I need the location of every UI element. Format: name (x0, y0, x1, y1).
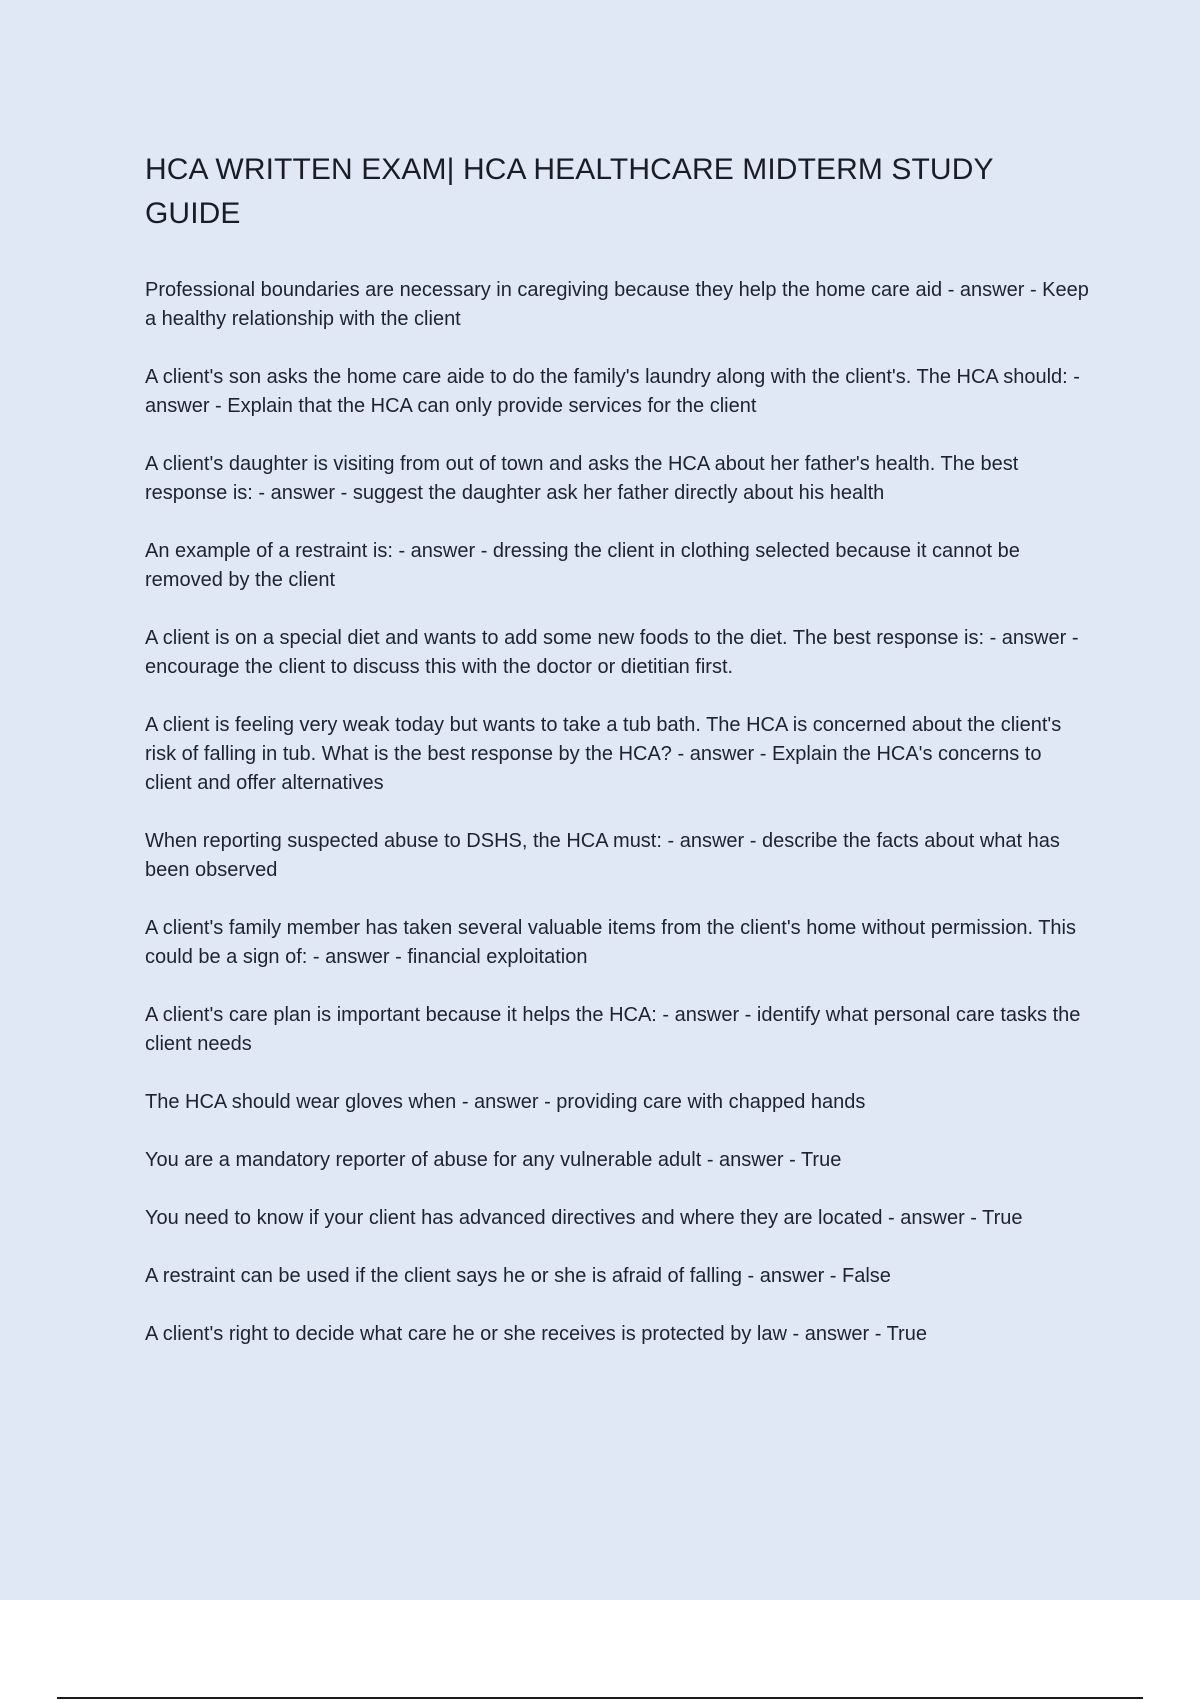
qa-item: An example of a restraint is: - answer - dressing the client in clothing selected because it cannot be removed by the client (145, 540, 1020, 591)
qa-item: A client's care plan is important because it helps the HCA: - answer - identify what personal care tasks the client needs (145, 1004, 1081, 1055)
qa-item: A restraint can be used if the client says he or she is afraid of falling - answer - False (145, 1265, 891, 1287)
document-title: HCA WRITTEN EXAM| HCA HEALTHCARE MIDTERM STUDY GUIDE (145, 153, 994, 230)
question-answer-list (145, 276, 1090, 1349)
footer-divider (57, 1697, 1143, 1699)
qa-item: You are a mandatory reporter of abuse for any vulnerable adult - answer - True (145, 1149, 842, 1171)
qa-item: Professional boundaries are necessary in caregiving because they help the home care aid - answer - Keep a healthy relationship with the client (145, 279, 1089, 330)
qa-item: A client's daughter is visiting from out of town and asks the HCA about her father's health. The best response is: - answer - suggest the daughter ask her father directly about his health (145, 453, 1019, 504)
qa-item: A client's right to decide what care he or she receives is protected by law - answer - True (145, 1323, 927, 1345)
qa-item: The HCA should wear gloves when - answer - providing care with chapped hands (145, 1091, 866, 1113)
document-content (145, 148, 1090, 1378)
qa-item: A client's son asks the home care aide to do the family's laundry along with the client's. The HCA should: - answer - Explain that the HCA can only provide services for the client (145, 366, 1080, 417)
qa-item: When reporting suspected abuse to DSHS, the HCA must: - answer - describe the facts about what has been observed (145, 830, 1060, 881)
qa-item: A client is feeling very weak today but wants to take a tub bath. The HCA is concerned about the client's risk of falling in tub. What is the best response by the HCA? - answer - Explain the HCA's concerns to client and offer alternatives (145, 714, 1062, 794)
qa-item: A client's family member has taken several valuable items from the client's home without permission. This could be a sign of: - answer - financial exploitation (145, 917, 1076, 968)
qa-item: You need to know if your client has advanced directives and where they are located - answer - True (145, 1207, 1023, 1229)
qa-item: A client is on a special diet and wants to add some new foods to the diet. The best response is: - answer - encourage the client to discuss this with the doctor or dietitian first. (145, 627, 1079, 678)
